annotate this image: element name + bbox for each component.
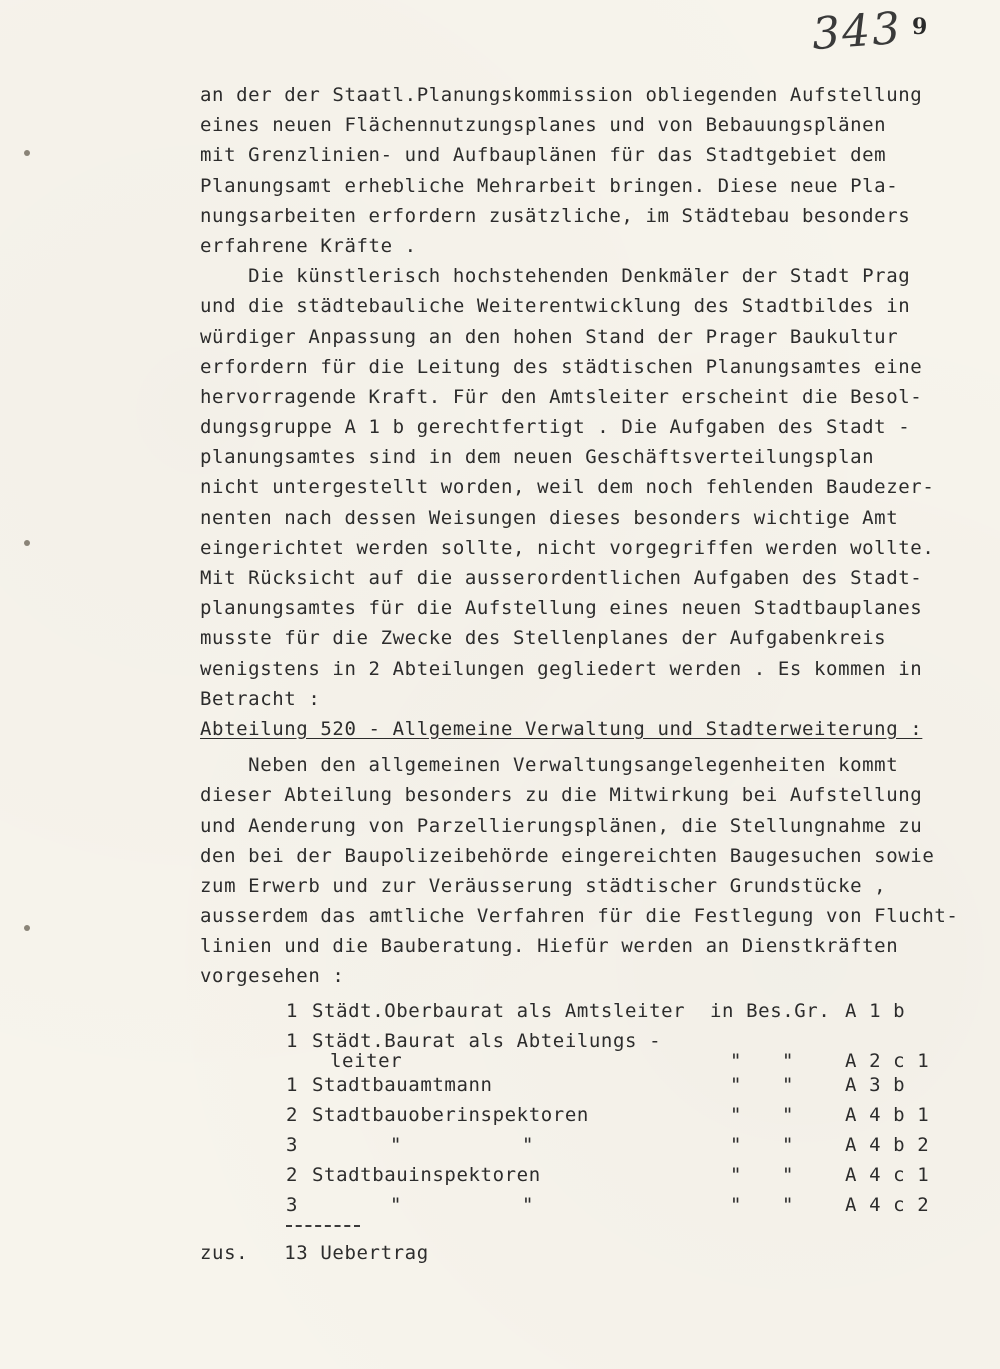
staff-title: Stadtbauinspektoren <box>312 1164 541 1186</box>
ditto-mark: " <box>782 1164 795 1186</box>
folio-number: 9 <box>912 14 928 40</box>
text-line: ausserdem das amtliche Verfahren für die Festlegung von Flucht- <box>200 905 959 928</box>
staff-row <box>200 1070 960 1100</box>
ditto-mark: " <box>782 1050 795 1072</box>
pay-group-label: in Bes.Gr. <box>710 1000 831 1022</box>
text-line: musste für die Zwecke des Stellenplanes der Aufgabenkreis <box>200 627 887 650</box>
text-line: nicht untergestellt worden, weil dem noch fehlenden Baudezer- <box>200 476 935 499</box>
text-line: hervorragende Kraft. Für den Amtsleiter erscheint die Besol- <box>200 385 923 408</box>
ditto-mark: " <box>730 1194 743 1216</box>
pay-grade: A 2 c 1 <box>845 1050 930 1072</box>
handwritten-page-number: 343 <box>810 2 904 61</box>
ditto-mark: " <box>390 1134 403 1156</box>
text-line: nenten nach dessen Weisungen dieses besonders wichtige Amt <box>200 506 899 529</box>
text-line: planungsamtes sind in dem neuen Geschäftsverteilungsplan <box>200 446 875 469</box>
staff-row <box>200 1130 960 1160</box>
paragraph-2 <box>200 261 960 714</box>
staff-title: Städt.Baurat als Abteilungs - <box>312 1030 662 1052</box>
staff-count: 3 <box>286 1194 299 1216</box>
ditto-mark: " <box>390 1194 403 1216</box>
ditto-mark: " <box>730 1050 743 1072</box>
pay-grade: A 4 c 1 <box>845 1164 930 1186</box>
carry-over-total: zus. 13 Uebertrag <box>200 1242 429 1264</box>
staff-count: 1 <box>286 1000 299 1022</box>
pay-grade: A 4 b 1 <box>845 1104 930 1126</box>
staff-row <box>200 1026 960 1070</box>
staff-row <box>200 1190 960 1220</box>
text-line: eingerichtet werden sollte, nicht vorgegriffen werden wollte. <box>200 536 935 559</box>
text-line: den bei der Baupolizeibehörde eingereichten Baugesuchen sowie <box>200 844 935 867</box>
text-line: eines neuen Flächennutzungsplanes und von Bebauungsplänen <box>200 114 887 137</box>
staff-count: 1 <box>286 1074 299 1096</box>
pay-grade: A 3 b <box>845 1074 906 1096</box>
ditto-mark: " <box>730 1134 743 1156</box>
text-line: Mit Rücksicht auf die ausserordentlichen Aufgaben des Stadt- <box>200 567 923 589</box>
pay-grade: A 1 b <box>845 1000 906 1022</box>
staff-title-continued: leiter <box>330 1050 403 1072</box>
text-line: und Aenderung von Parzellierungsplänen, die Stellungnahme zu <box>200 814 923 837</box>
binding-hole-mark <box>24 925 30 931</box>
ditto-mark: " <box>782 1194 795 1216</box>
ditto-mark: " <box>522 1134 535 1156</box>
text-line: planungsamtes für die Aufstellung eines neuen Stadtbauplanes <box>200 597 923 620</box>
text-line: und die städtebauliche Weiterentwicklung des Stadtbildes in <box>200 295 911 318</box>
text-line: mit Grenzlinien- und Aufbauplänen für das Stadtgebiet dem <box>200 144 887 167</box>
text-line: Neben den allgemeinen Verwaltungsangelegenheiten kommt <box>200 754 899 777</box>
text-line: Planungsamt erhebliche Mehrarbeit bringen. Diese neue Pla- <box>200 174 899 197</box>
staff-count: 1 <box>286 1030 299 1052</box>
ditto-mark: " <box>782 1134 795 1156</box>
ditto-mark: " <box>730 1104 743 1126</box>
staff-title: Städt.Oberbaurat als Amtsleiter <box>312 1000 686 1022</box>
text-line: dieser Abteilung besonders zu die Mitwirkung bei Aufstellung <box>200 784 923 807</box>
paragraph-3 <box>200 750 960 992</box>
typed-body <box>200 80 960 992</box>
ditto-mark: " <box>730 1164 743 1186</box>
staff-count: 2 <box>286 1104 299 1126</box>
ditto-mark: " <box>782 1074 795 1096</box>
staff-title: Stadtbauamtmann <box>312 1074 493 1096</box>
binding-hole-mark <box>24 540 30 546</box>
staff-row <box>200 1100 960 1130</box>
text-line: wenigstens in 2 Abteilungen gegliedert werden . Es kommen in <box>200 657 923 680</box>
staff-row <box>200 1160 960 1190</box>
text-line: erfordern für die Leitung des städtischen Planungsamtes eine <box>200 355 923 378</box>
text-line: würdiger Anpassung an den hohen Stand der Prager Baukultur <box>200 325 899 348</box>
text-line: vorgesehen : <box>200 965 345 988</box>
text-line: dungsgruppe A 1 b gerechtfertigt . Die Aufgaben des Stadt - <box>200 416 911 439</box>
paragraph-1 <box>200 80 960 261</box>
text-line: linien und die Bauberatung. Hiefür werden an Dienstkräften <box>200 935 899 958</box>
ditto-mark: " <box>782 1104 795 1126</box>
text-line: Die künstlerisch hochstehenden Denkmäler der Stadt Prag <box>200 265 911 288</box>
staff-count: 2 <box>286 1164 299 1186</box>
pay-grade: A 4 c 2 <box>845 1194 930 1216</box>
text-line: erfahrene Kräfte . <box>200 234 417 257</box>
text-line: nungsarbeiten erfordern zusätzliche, im Städtebau besonders <box>200 204 911 227</box>
section-heading: Abteilung 520 - Allgemeine Verwaltung und Stadterweiterung : <box>200 717 923 740</box>
ditto-mark: " <box>730 1074 743 1096</box>
staff-count: 3 <box>286 1134 299 1156</box>
sum-rule <box>286 1225 360 1227</box>
text-line: zum Erwerb und zur Veräusserung städtischer Grundstücke , <box>200 874 887 897</box>
staff-row <box>200 996 960 1026</box>
text-line: Betracht : <box>200 687 321 710</box>
ditto-mark: " <box>522 1194 535 1216</box>
staff-list <box>200 996 960 1220</box>
staff-title: Stadtbauoberinspektoren <box>312 1104 589 1126</box>
binding-hole-mark <box>24 150 30 156</box>
text-line: an der der Staatl.Planungskommission obliegenden Aufstellung <box>200 84 923 106</box>
pay-grade: A 4 b 2 <box>845 1134 930 1156</box>
